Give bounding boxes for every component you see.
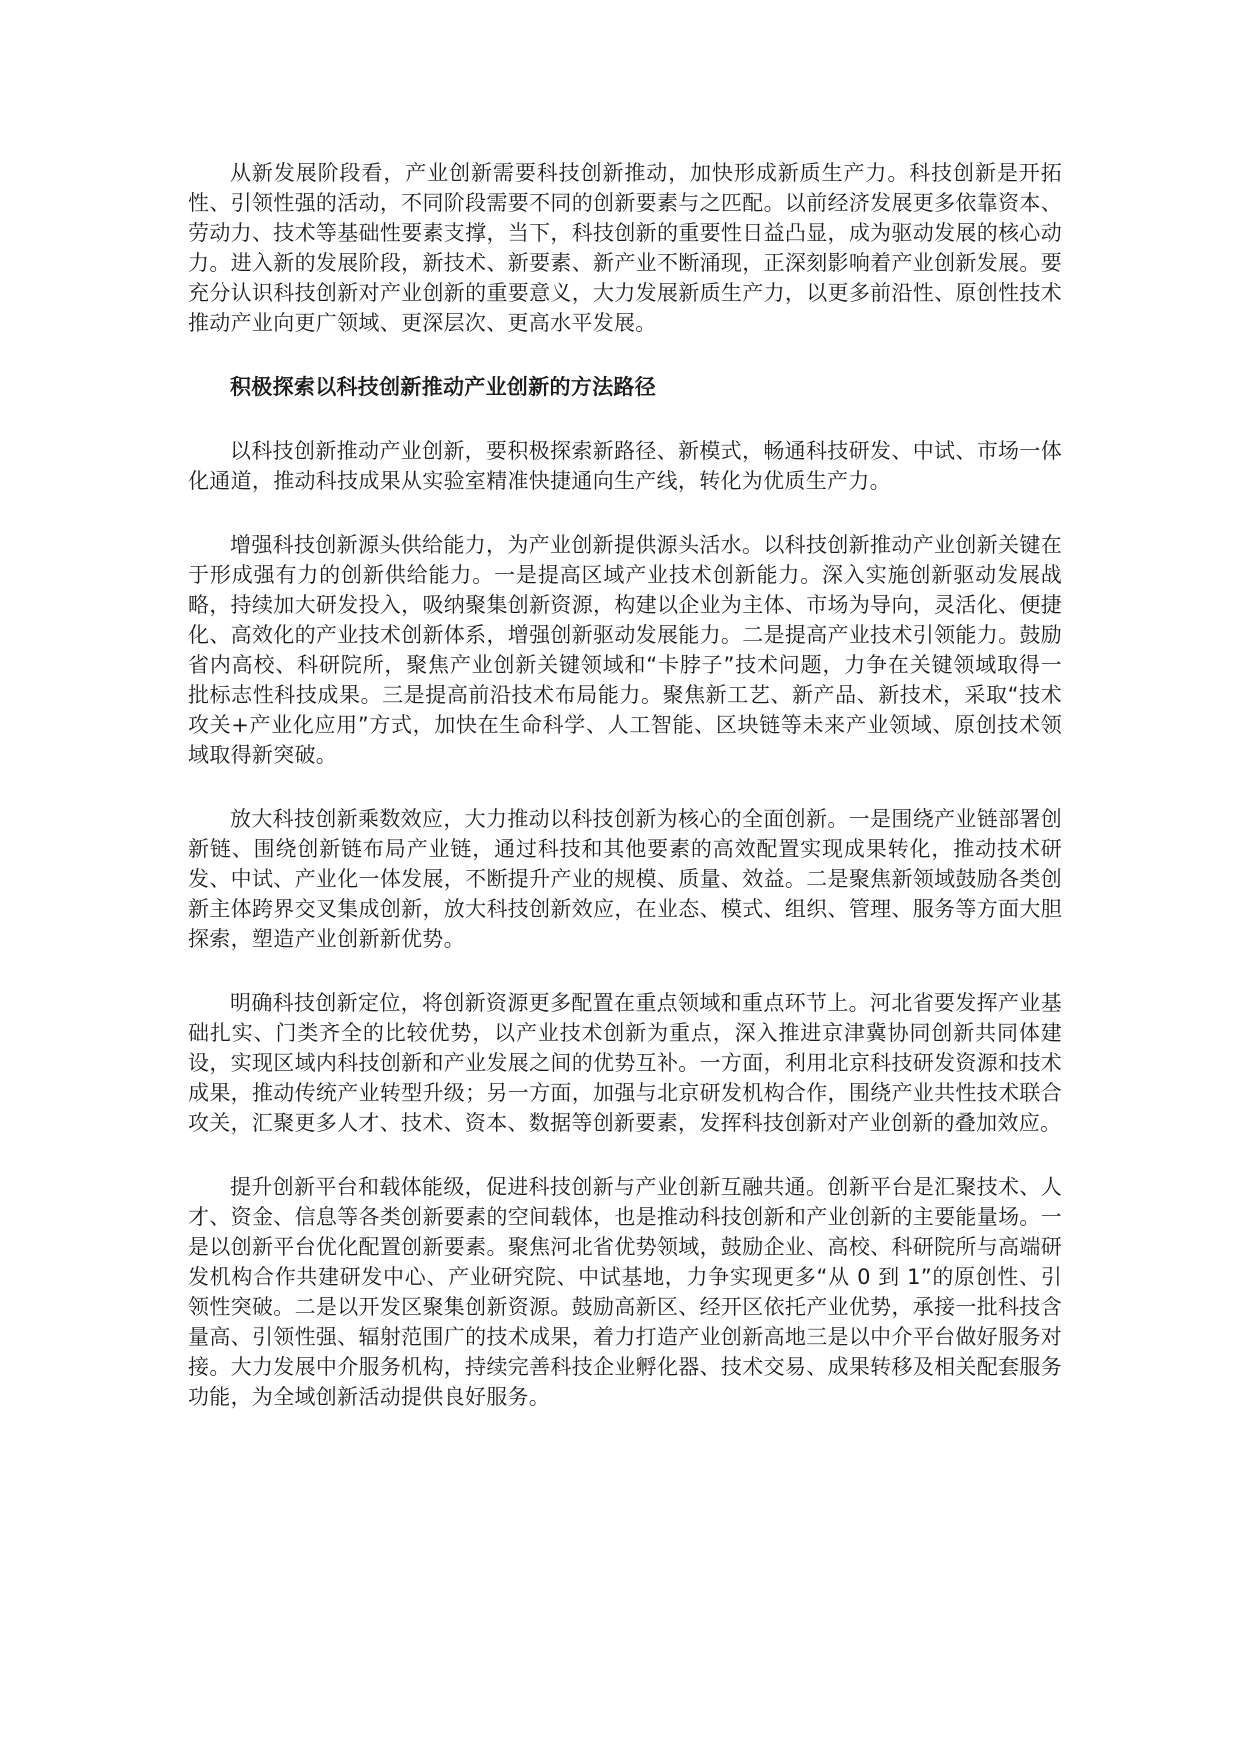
- paragraph-explore-paths: 以科技创新推动产业创新，要积极探索新路径、新模式，畅通科技研发、中试、市场一体化通道，推动科技成果从实验室精准快捷通向生产线，转化为优质生产力。: [188, 439, 1062, 493]
- section-heading: 积极探索以科技创新推动产业创新的方法路径: [230, 375, 656, 399]
- paragraph-multiplier-effect: 放大科技创新乘数效应，大力推动以科技创新为核心的全面创新。一是围绕产业链部署创新链、围绕创新链布局产业链，通过科技和其他要素的高效配置实现成果转化，推动技术研发、中试、产业化一体发展，不断提升产业的规模、质量、效益。二是聚焦新领域鼓励各类创新主体跨界交叉集成创新，放大科技创新效应，在业态、模式、组织、管理、服务等方面大胆探索，塑造产业创新新优势。: [188, 807, 1062, 951]
- paragraph-supply-capacity: 增强科技创新源头供给能力，为产业创新提供源头活水。以科技创新推动产业创新关键在于形成强有力的创新供给能力。一是提高区域产业技术创新能力。深入实施创新驱动发展战略，持续加大研发投入，吸纳聚集创新资源，构建以企业为主体、市场为导向，灵活化、便捷化、高效化的产业技术创新体系，增强创新驱动发展能力。二是提高产业技术引领能力。鼓励省内高校、科研院所，聚焦产业创新关键领域和“卡脖子”技术问题，力争在关键领域取得一批标志性科技成果。三是提高前沿技术布局能力。聚焦新工艺、新产品、新技术，采取“技术攻关+产业化应用”方式，加快在生命科学、人工智能、区块链等未来产业领域、原创技术领域取得新突破。: [188, 533, 1062, 767]
- paragraph-innovation-platforms: 提升创新平台和载体能级，促进科技创新与产业创新互融共通。创新平台是汇聚技术、人才、资金、信息等各类创新要素的空间载体，也是推动科技创新和产业创新的主要能量场。一是以创新平台优化配置创新要素。聚焦河北省优势领域，鼓励企业、高校、科研院所与高端研发机构合作共建研发中心、产业研究院、中试基地，力争实现更多“从 0 到 1”的原创性、引领性突破。二是以开发区聚集创新资源。鼓励高新区、经开区依托产业优势，承接一批科技含量高、引领性强、辐射范围广的技术成果，着力打造产业创新高地三是以中介平台做好服务对接。大力发展中介服务机构，持续完善科技企业孵化器、技术交易、成果转移及相关配套服务功能，为全域创新活动提供良好服务。: [188, 1175, 1062, 1409]
- article-body: [188, 158, 1062, 1446]
- paragraph-innovation-positioning: 明确科技创新定位，将创新资源更多配置在重点领域和重点环节上。河北省要发挥产业基础扎实、门类齐全的比较优势，以产业技术创新为重点，深入推进京津冀协同创新共同体建设，实现区域内科技创新和产业发展之间的优势互补。一方面，利用北京科技研发资源和技术成果，推动传统产业转型升级；另一方面，加强与北京研发机构合作，围绕产业共性技术联合攻关，汇聚更多人才、技术、资本、数据等创新要素，发挥科技创新对产业创新的叠加效应。: [188, 991, 1062, 1135]
- paragraph-new-development-stage: 从新发展阶段看，产业创新需要科技创新推动，加快形成新质生产力。科技创新是开拓性、引领性强的活动，不同阶段需要不同的创新要素与之匹配。以前经济发展更多依靠资本、劳动力、技术等基础性要素支撑，当下，科技创新的重要性日益凸显，成为驱动发展的核心动力。进入新的发展阶段，新技术、新要素、新产业不断涌现，正深刻影响着产业创新发展。要充分认识科技创新对产业创新的重要意义，大力发展新质生产力，以更多前沿性、原创性技术推动产业向更广领域、更深层次、更高水平发展。: [188, 161, 1062, 335]
